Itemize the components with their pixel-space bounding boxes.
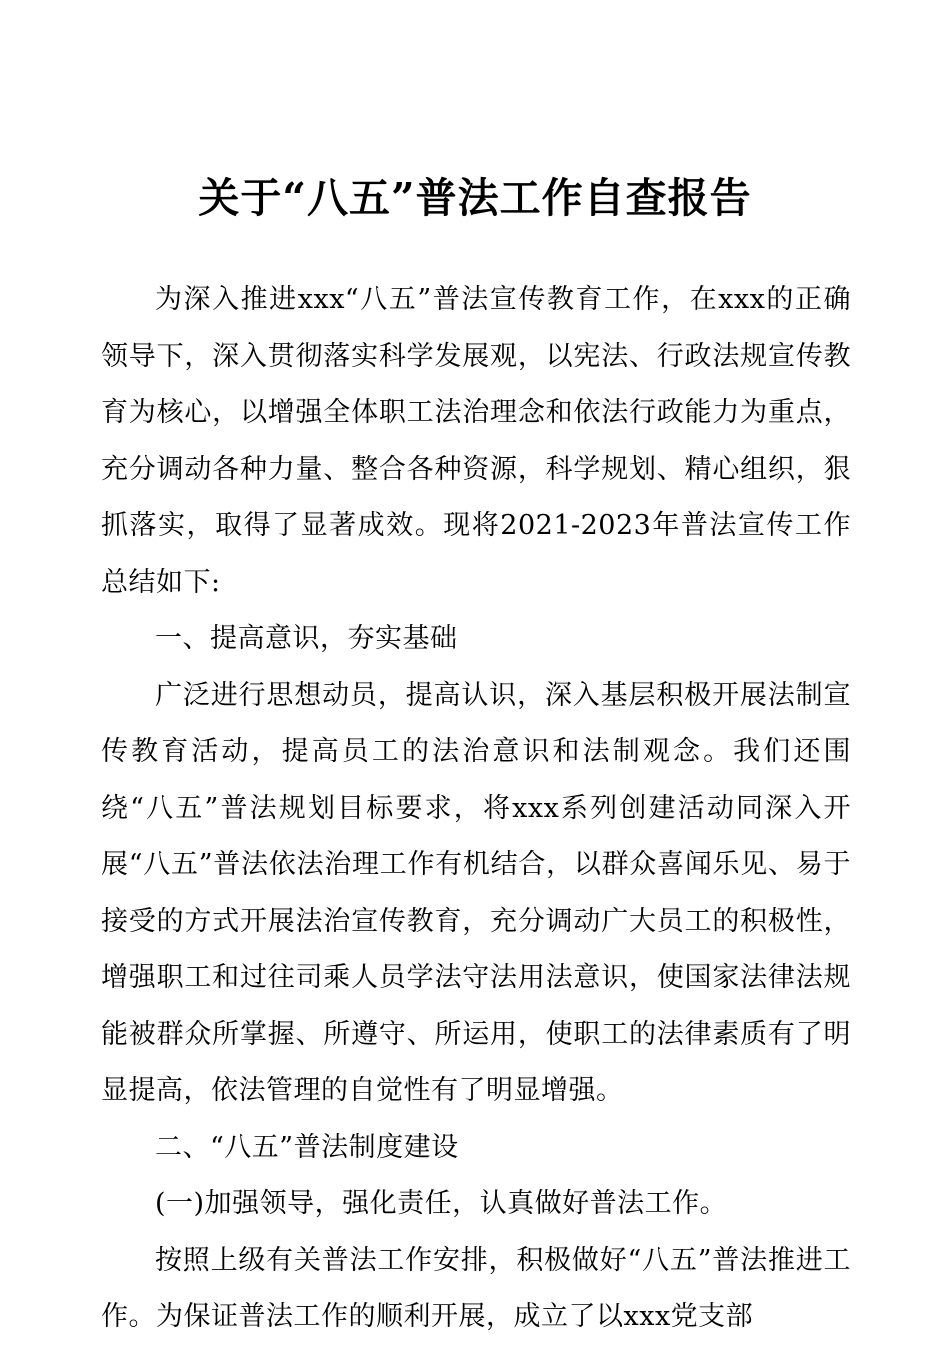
section-2-paragraph: 按照上级有关普法工作安排，积极做好“八五”普法推进工作。为保证普法工作的顺利开展，成立了以xxx党支部 xyxy=(101,1244,851,1332)
document-title: 关于“八五”普法工作自查报告 xyxy=(198,174,752,222)
section-2-subheading-1: (一)加强领导，强化责任，认真做好普法工作。 xyxy=(155,1188,728,1219)
section-2-heading: 二、“八五”普法制度建设 xyxy=(155,1131,459,1163)
section-1-heading: 一、提高意识，夯实基础 xyxy=(155,623,458,654)
section-1-paragraph: 广泛进行思想动员，提高认识，深入基层积极开展法制宣传教育活动，提高员工的法治意识和法制观念。我们还围绕“八五”普法规划目标要求，将xxx系列创建活动同深入开展“八五”普法依法治理工作有机结合，以群众喜闻乐见、易于接受的方式开展法治宣传教育，充分调动广大员工的积极性，增强职工和过往司乘人员学法守法用法意识，使国家法律法规能被群众所掌握、所遵守、所运用，使职工的法律素质有了明显提高，依法管理的自觉性有了明显增强。 xyxy=(101,679,851,1106)
intro-paragraph: 为深入推进xxx“八五”普法宣传教育工作，在xxx的正确领导下，深入贯彻落实科学发展观，以宪法、行政法规宣传教育为核心，以增强全体职工法治理念和依法行政能力为重点，充分调动各种力量、整合各种资源，科学规划、精心组织，狠抓落实，取得了显著成效。现将2021-2023年普法宣传工作总结如下: xyxy=(101,284,851,598)
document-body xyxy=(101,272,851,1346)
